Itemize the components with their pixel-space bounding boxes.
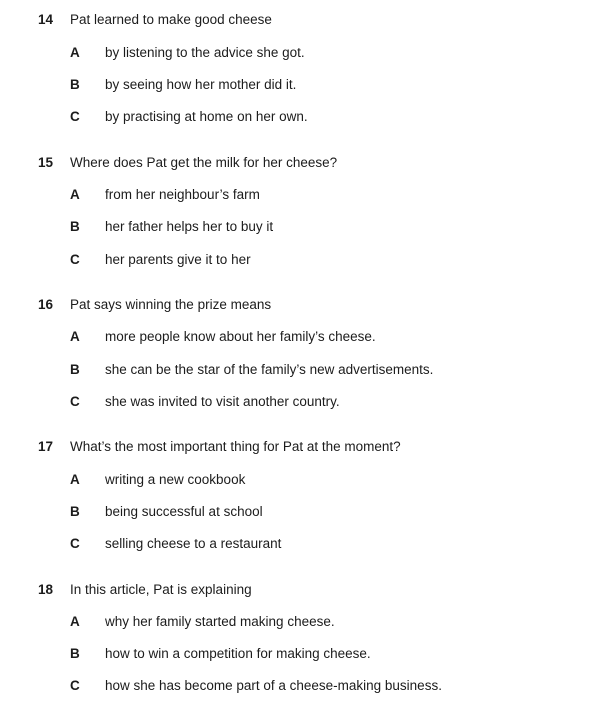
question-text: Where does Pat get the milk for her cheese?: [70, 155, 338, 170]
option-letter: A: [70, 472, 80, 487]
option-text: from her neighbour’s farm: [105, 187, 260, 202]
option-16-c[interactable]: [0, 393, 615, 411]
question-number: 18: [38, 582, 54, 597]
option-text: by listening to the advice she got.: [105, 45, 305, 60]
option-text: selling cheese to a restaurant: [105, 536, 282, 551]
option-text: by seeing how her mother did it.: [105, 77, 297, 92]
option-18-a[interactable]: [0, 613, 615, 631]
option-letter: B: [70, 77, 80, 92]
option-text: how she has become part of a cheese-making business.: [105, 678, 442, 693]
option-14-a[interactable]: [0, 44, 615, 62]
question-number: 17: [38, 439, 54, 454]
option-text: she can be the star of the family’s new advertisements.: [105, 362, 434, 377]
option-16-b[interactable]: [0, 361, 615, 379]
option-text: her father helps her to buy it: [105, 219, 274, 234]
option-letter: A: [70, 329, 80, 344]
option-15-b[interactable]: [0, 218, 615, 236]
option-15-c[interactable]: [0, 251, 615, 269]
option-text: her parents give it to her: [105, 252, 251, 267]
option-letter: C: [70, 394, 80, 409]
question-text: Pat learned to make good cheese: [70, 12, 272, 27]
option-18-b[interactable]: [0, 645, 615, 663]
option-text: why her family started making cheese.: [105, 614, 335, 629]
option-letter: A: [70, 187, 80, 202]
option-letter: A: [70, 614, 80, 629]
option-14-c[interactable]: [0, 108, 615, 126]
option-text: more people know about her family’s cheese.: [105, 329, 376, 344]
option-18-c[interactable]: [0, 677, 615, 695]
option-letter: C: [70, 252, 80, 267]
option-letter: C: [70, 678, 80, 693]
question-text: Pat says winning the prize means: [70, 297, 272, 312]
option-15-a[interactable]: [0, 186, 615, 204]
question-text: What’s the most important thing for Pat at the moment?: [70, 439, 401, 454]
option-letter: A: [70, 45, 80, 60]
question-number: 14: [38, 12, 54, 27]
option-letter: B: [70, 219, 80, 234]
option-letter: B: [70, 362, 80, 377]
option-text: she was invited to visit another country.: [105, 394, 340, 409]
option-16-a[interactable]: [0, 328, 615, 346]
option-17-b[interactable]: [0, 503, 615, 521]
option-text: by practising at home on her own.: [105, 109, 308, 124]
option-letter: C: [70, 109, 80, 124]
option-text: being successful at school: [105, 504, 263, 519]
question-number: 15: [38, 155, 54, 170]
option-letter: C: [70, 536, 80, 551]
option-text: writing a new cookbook: [105, 472, 246, 487]
question-text: In this article, Pat is explaining: [70, 582, 252, 597]
option-letter: B: [70, 646, 80, 661]
option-letter: B: [70, 504, 80, 519]
question-number: 16: [38, 297, 54, 312]
option-text: how to win a competition for making cheese.: [105, 646, 371, 661]
option-14-b[interactable]: [0, 76, 615, 94]
option-17-c[interactable]: [0, 535, 615, 553]
option-17-a[interactable]: [0, 471, 615, 489]
